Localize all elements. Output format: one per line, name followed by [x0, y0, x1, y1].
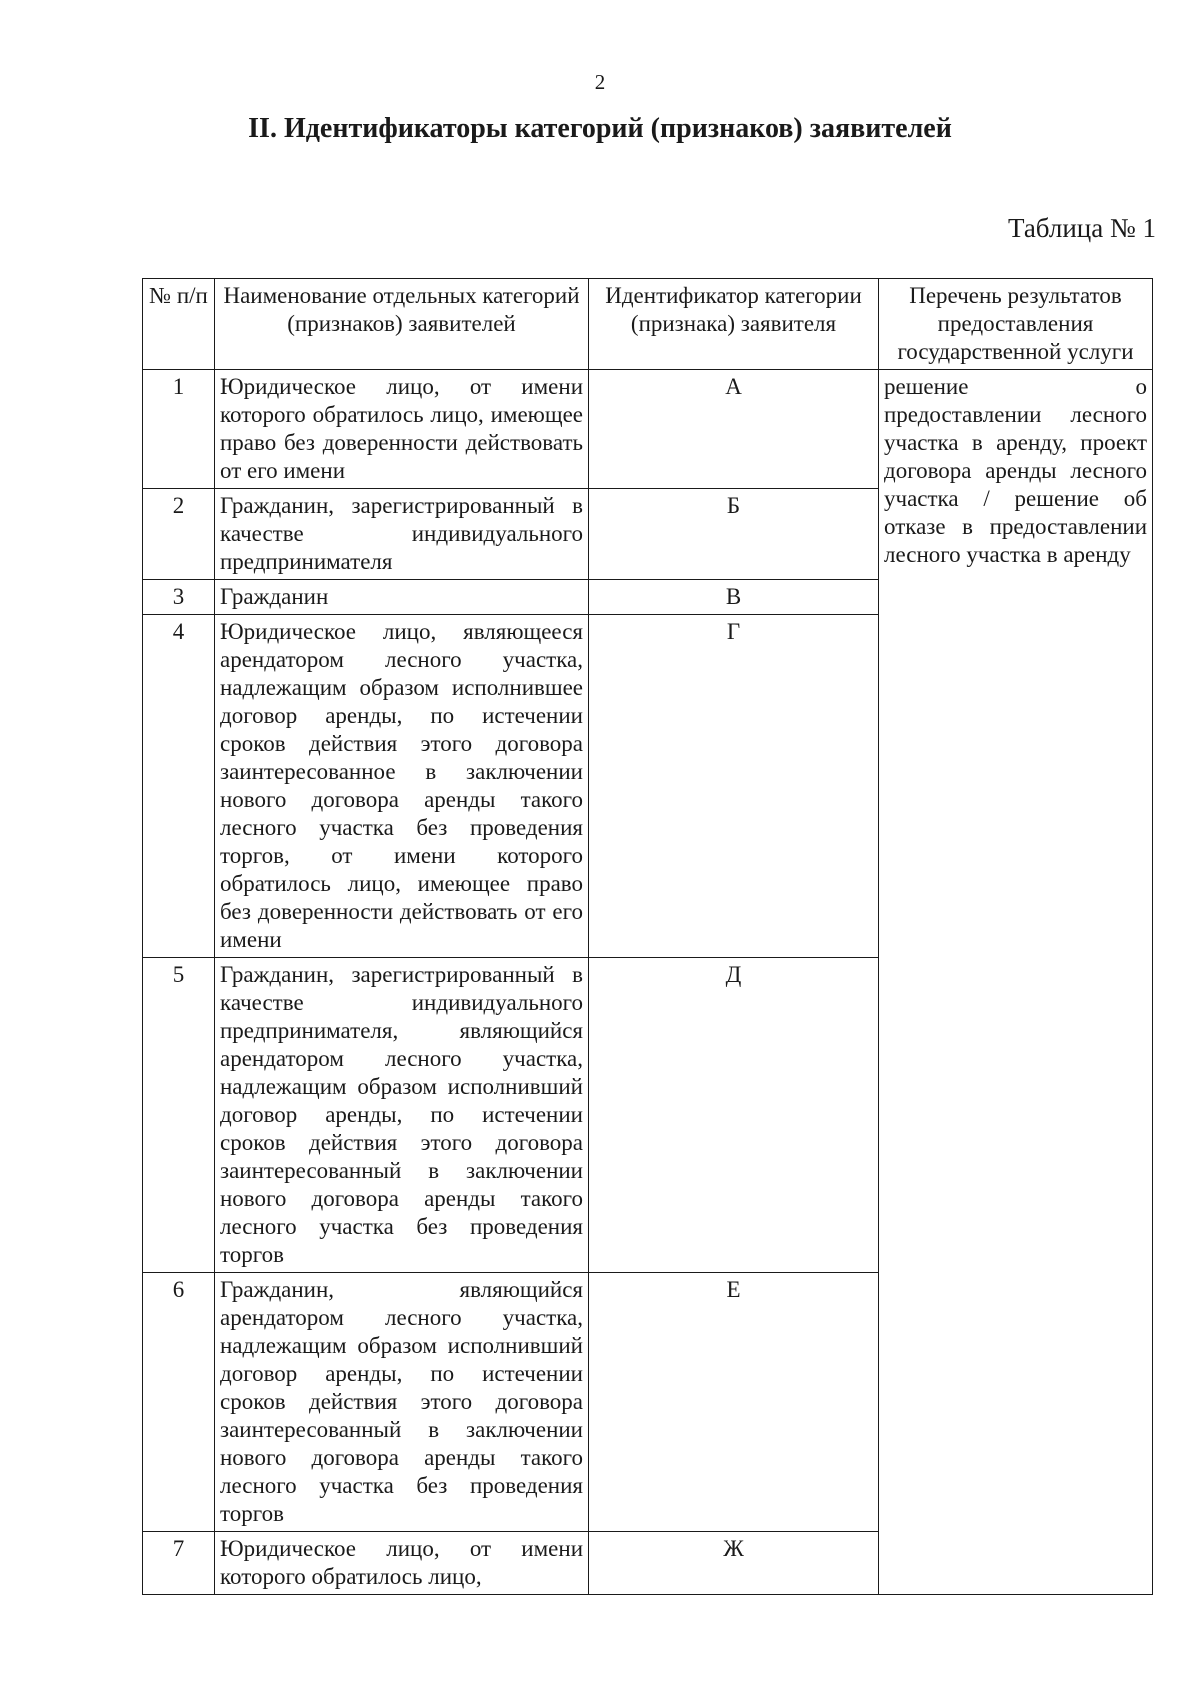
row-name: Гражданин — [215, 580, 589, 615]
row-id: А — [589, 370, 879, 489]
header-results: Перечень результатов предоставления государственной услуги — [879, 279, 1153, 370]
row-num: 6 — [143, 1273, 215, 1532]
table-row — [143, 370, 1153, 489]
row-name: Гражданин, зарегистрированный в качестве индивидуального предпринимателя, являющийся арендатором лесного участка, надлежащим образом исполнивший договор аренды, по истечении сроков действия этого договора заинтересованный в заключении нового договора аренды такого лесного участка без проведения торгов — [215, 958, 589, 1273]
row-num: 5 — [143, 958, 215, 1273]
applicant-categories-table — [142, 278, 1153, 1595]
row-id: Г — [589, 615, 879, 958]
row-num: 4 — [143, 615, 215, 958]
page-number: 2 — [594, 70, 606, 94]
row-id: В — [589, 580, 879, 615]
table-header-row — [143, 279, 1153, 370]
header-id: Идентификатор категории (признака) заявителя — [589, 279, 879, 370]
row-id: Ж — [589, 1532, 879, 1595]
header-num: № п/п — [143, 279, 215, 370]
row-name: Гражданин, являющийся арендатором лесного участка, надлежащим образом исполнивший договор аренды, по истечении сроков действия этого договора заинтересованный в заключении нового договора аренды такого лесного участка без проведения торгов — [215, 1273, 589, 1532]
row-id: Д — [589, 958, 879, 1273]
row-name: Юридическое лицо, являющееся арендатором лесного участка, надлежащим образом исполнившее договор аренды, по истечении сроков действия этого договора заинтересованное в заключении нового договора аренды такого лесного участка без проведения торгов, от имени которого обратилось лицо, имеющее право без доверенности действовать от его имени — [215, 615, 589, 958]
row-id: Е — [589, 1273, 879, 1532]
row-name: Гражданин, зарегистрированный в качестве индивидуального предпринимателя — [215, 489, 589, 580]
row-num: 7 — [143, 1532, 215, 1595]
results-cell: решение о предоставлении лесного участка в аренду, проект договора аренды лесного участка / решение об отказе в предоставлении лесного участка в аренду — [879, 370, 1153, 1595]
table-caption: Таблица № 1 — [1008, 213, 1156, 243]
row-id: Б — [589, 489, 879, 580]
row-num: 3 — [143, 580, 215, 615]
row-num: 2 — [143, 489, 215, 580]
row-num: 1 — [143, 370, 215, 489]
row-name: Юридическое лицо, от имени которого обратилось лицо, — [215, 1532, 589, 1595]
section-title: II. Идентификаторы категорий (признаков) заявителей — [248, 113, 952, 144]
header-name: Наименование отдельных категорий (признаков) заявителей — [215, 279, 589, 370]
row-name: Юридическое лицо, от имени которого обратилось лицо, имеющее право без доверенности действовать от его имени — [215, 370, 589, 489]
